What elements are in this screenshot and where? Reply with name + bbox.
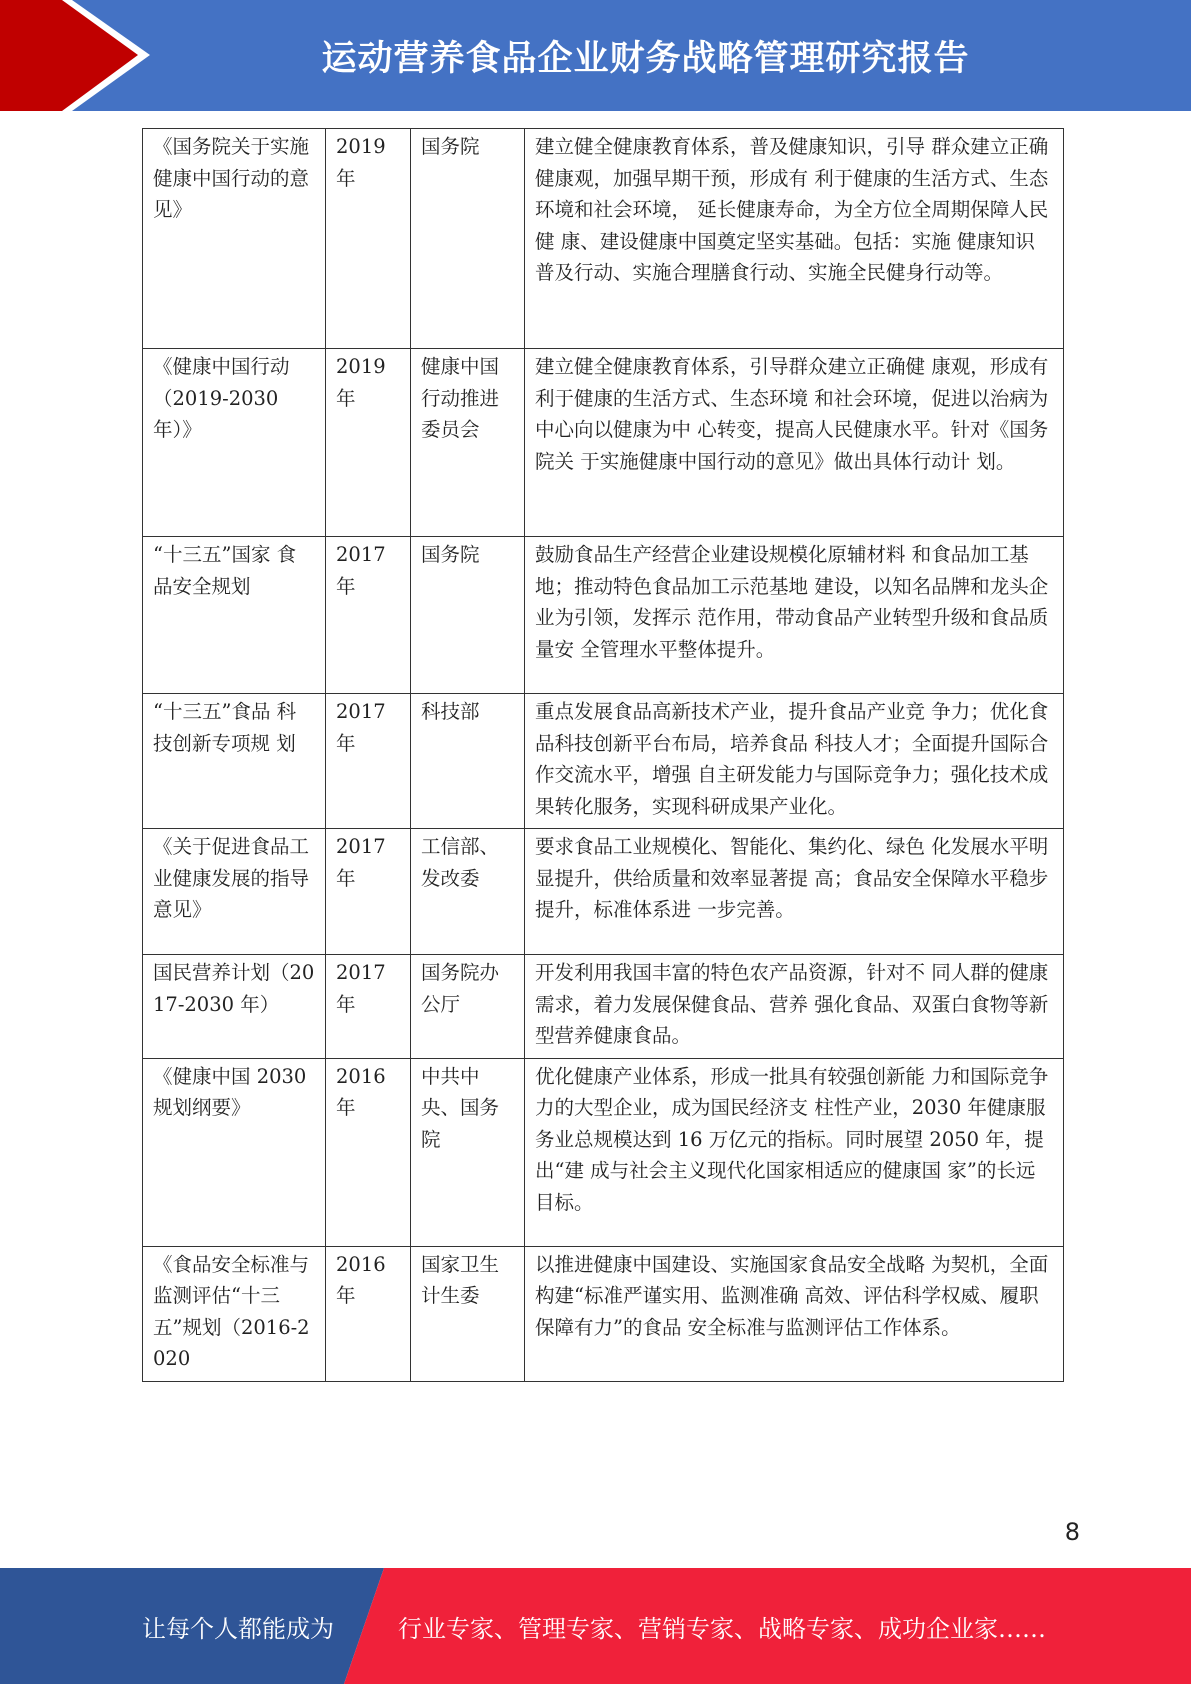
page-number: 8 [1064, 1518, 1080, 1546]
policy-content: 以推进健康中国建设、实施国家食品安全战略 为契机，全面构建“标准严谨实用、监测准确 高效、评估科学权威、履职保障有力”的食品 安全标准与监测评估工作体系。 [525, 1246, 1064, 1381]
policy-name: 国民营养计划（2017-2030 年） [143, 955, 326, 1059]
policy-year: 2019 年 [326, 129, 411, 349]
page-header [0, 0, 1191, 111]
table-row [143, 537, 1064, 694]
policy-year: 2017 年 [326, 537, 411, 694]
policy-content: 开发利用我国丰富的特色农产品资源，针对不 同人群的健康需求，着力发展保健食品、营养 强化食品、双蛋白食物等新型营养健康食品。 [525, 955, 1064, 1059]
policy-name: 《健康中国 2030 规划纲要》 [143, 1058, 326, 1246]
footer-slogan-left: 让每个人都能成为 [142, 1614, 334, 1643]
table-row [143, 1058, 1064, 1246]
table-row [143, 1246, 1064, 1381]
policy-name: 《国务院关于实施健康中国行动的意见》 [143, 129, 326, 349]
policy-issuer: 国务院办公厅 [411, 955, 525, 1059]
policy-content: 鼓励食品生产经营企业建设规模化原辅材料 和食品加工基地；推动特色食品加工示范基地 建设，以知名品牌和龙头企业为引领，发挥示 范作用，带动食品产业转型升级和食品质量安 全管理水平整体提升。 [525, 537, 1064, 694]
policy-issuer: 工信部、发改委 [411, 829, 525, 955]
policy-year: 2019 年 [326, 349, 411, 537]
policy-name: 《食品安全标准与监测评估“十三五”规划（2016-2020 [143, 1246, 326, 1381]
policy-name: “十三五”食品 科技创新专项规 划 [143, 694, 326, 829]
table-row [143, 829, 1064, 955]
footer-slogan-right: 行业专家、管理专家、营销专家、战略专家、成功企业家…… [398, 1614, 1046, 1643]
policy-issuer: 国务院 [411, 537, 525, 694]
policy-issuer: 国家卫生计生委 [411, 1246, 525, 1381]
policy-year: 2016 年 [326, 1058, 411, 1246]
table-row [143, 129, 1064, 349]
policy-table [142, 128, 1064, 1382]
report-title: 运动营养食品企业财务战略管理研究报告 [321, 38, 970, 79]
policy-name: “十三五”国家 食品安全规划 [143, 537, 326, 694]
policy-issuer: 国务院 [411, 129, 525, 349]
policy-content: 要求食品工业规模化、智能化、集约化、绿色 化发展水平明显提升，供给质量和效率显著提 高；食品安全保障水平稳步提升，标准体系进 一步完善。 [525, 829, 1064, 955]
policy-year: 2017 年 [326, 694, 411, 829]
policy-name: 《关于促进食品工业健康发展的指导意见》 [143, 829, 326, 955]
policy-year: 2017 年 [326, 955, 411, 1059]
policy-name: 《健康中国行动（2019-2030 年）》 [143, 349, 326, 537]
page-footer [0, 1568, 1191, 1684]
table-row [143, 694, 1064, 829]
table-row [143, 955, 1064, 1059]
policy-content: 重点发展食品高新技术产业，提升食品产业竞 争力；优化食品科技创新平台布局，培养食品 科技人才；全面提升国际合作交流水平，增强 自主研发能力与国际竞争力；强化技术成果转化服务，实现科研成果产业化。 [525, 694, 1064, 829]
policy-content: 建立健全健康教育体系，引导群众建立正确健 康观，形成有利于健康的生活方式、生态环境 和社会环境，促进以治病为中心向以健康为中 心转变，提高人民健康水平。针对《国务院关 于实施健康中国行动的意见》做出具体行动计 划。 [525, 349, 1064, 537]
table-row [143, 349, 1064, 537]
policy-content: 优化健康产业体系，形成一批具有较强创新能 力和国际竞争力的大型企业，成为国民经济支 柱性产业，2030 年健康服务业总规模达到 16 万亿元的指标。同时展望 2050 年，提出“建 成与社会主义现代化国家相适应的健康国 家”的长远目标。 [525, 1058, 1064, 1246]
policy-issuer: 中共中央、国务院 [411, 1058, 525, 1246]
policy-year: 2017 年 [326, 829, 411, 955]
policy-issuer: 健康中国行动推进委员会 [411, 349, 525, 537]
policy-year: 2016 年 [326, 1246, 411, 1381]
policy-issuer: 科技部 [411, 694, 525, 829]
policy-content: 建立健全健康教育体系，普及健康知识，引导 群众建立正确健康观，加强早期干预，形成有 利于健康的生活方式、生态环境和社会环境， 延长健康寿命，为全方位全周期保障人民健 康、建设健康中国奠定坚实基础。包括：实施 健康知识普及行动、实施合理膳食行动、实施全民健身行动等。 [525, 129, 1064, 349]
